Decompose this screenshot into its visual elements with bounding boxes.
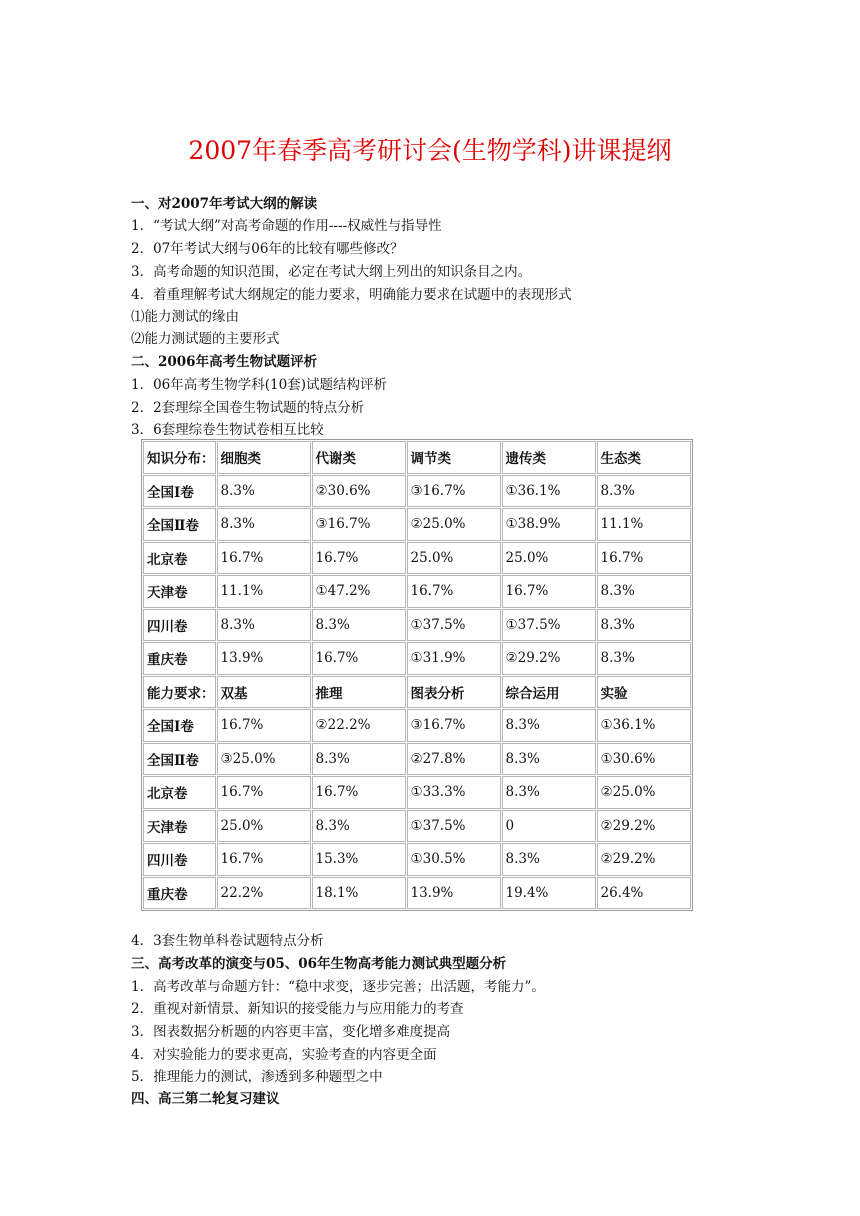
section-3-item: 2．重视对新情景、新知识的接受能力与应用能力的考查: [131, 1001, 464, 1017]
table-cell: ①30.6%: [597, 743, 691, 776]
table-cell: ①37.5%: [407, 609, 501, 642]
row-label-cell: 全国Ⅰ卷: [143, 709, 216, 742]
table-cell: 8.3%: [312, 810, 406, 843]
table-row: [143, 542, 691, 575]
section-3-item: 4．对实验能力的要求更高，实验考查的内容更全面: [131, 1047, 437, 1063]
table-row: [143, 709, 691, 742]
section-1-item: 3．高考命题的知识范围，必定在考试大纲上列出的知识条目之内。: [131, 264, 532, 280]
table-cell: ②27.8%: [407, 743, 501, 776]
table-cell: 16.7%: [312, 642, 406, 675]
table-cell: ①37.5%: [407, 810, 501, 843]
table-cell: 16.7%: [217, 776, 311, 809]
table-cell: 26.4%: [597, 877, 691, 910]
section-2-item: 2．2套理综全国卷生物试题的特点分析: [131, 400, 365, 416]
section-1-heading: 一、对2007年考试大纲的解读: [131, 196, 318, 212]
section-4-heading: 四、高三第二轮复习建议: [131, 1091, 280, 1107]
row-label-cell: 重庆卷: [143, 877, 216, 910]
table-cell: 16.7%: [217, 542, 311, 575]
column-header-cell: 细胞类: [217, 441, 311, 474]
column-header-cell: 综合运用: [502, 676, 596, 709]
table-row: [143, 508, 691, 541]
table-cell: 16.7%: [407, 575, 501, 608]
table-row: [143, 810, 691, 843]
table-row: [143, 676, 691, 709]
table-cell: ③16.7%: [407, 709, 501, 742]
table-row: [143, 609, 691, 642]
row-label-cell: 重庆卷: [143, 642, 216, 675]
table-cell: ①33.3%: [407, 776, 501, 809]
table-cell: 11.1%: [217, 575, 311, 608]
table-row: [143, 441, 691, 474]
table-cell: 25.0%: [217, 810, 311, 843]
row-label-cell: 四川卷: [143, 609, 216, 642]
row-label-cell: 天津卷: [143, 810, 216, 843]
table-cell: 25.0%: [502, 542, 596, 575]
row-label-cell: 能力要求：: [143, 676, 216, 709]
table-cell: ②29.2%: [502, 642, 596, 675]
table-cell: ②22.2%: [312, 709, 406, 742]
row-label-cell: 天津卷: [143, 575, 216, 608]
section-1-item: 1．“考试大纲”对高考命题的作用----权威性与指导性: [131, 218, 442, 234]
column-header-cell: 遗传类: [502, 441, 596, 474]
row-label-cell: 全国Ⅰ卷: [143, 475, 216, 508]
table-cell: 8.3%: [502, 743, 596, 776]
table-cell: ③16.7%: [407, 475, 501, 508]
column-header-cell: 图表分析: [407, 676, 501, 709]
column-header-cell: 调节类: [407, 441, 501, 474]
column-header-cell: 实验: [597, 676, 691, 709]
row-label-cell: 知识分布：: [143, 441, 216, 474]
table-cell: 22.2%: [217, 877, 311, 910]
table-cell: 8.3%: [217, 508, 311, 541]
section-1-subitem: ⑴能力测试的缘由: [131, 309, 239, 325]
table-row: [143, 475, 691, 508]
table-cell: 8.3%: [597, 475, 691, 508]
table-cell: 0: [502, 810, 596, 843]
table-cell: 16.7%: [597, 542, 691, 575]
table-cell: 18.1%: [312, 877, 406, 910]
row-label-cell: 全国Ⅱ卷: [143, 743, 216, 776]
table-cell: ②30.6%: [312, 475, 406, 508]
table-cell: 13.9%: [407, 877, 501, 910]
table-cell: 11.1%: [597, 508, 691, 541]
table-cell: 8.3%: [502, 709, 596, 742]
section-2-heading: 二、2006年高考生物试题评析: [131, 354, 318, 370]
table-row: [143, 575, 691, 608]
table-cell: ①31.9%: [407, 642, 501, 675]
table-cell: ①38.9%: [502, 508, 596, 541]
table-cell: ①47.2%: [312, 575, 406, 608]
table-cell: ③16.7%: [312, 508, 406, 541]
table-cell: ③25.0%: [217, 743, 311, 776]
table-cell: 16.7%: [312, 776, 406, 809]
table-cell: ②29.2%: [597, 810, 691, 843]
section-1-item: 2．07年考试大纲与06年的比较有哪些修改？: [131, 241, 404, 257]
table-cell: ①30.5%: [407, 843, 501, 876]
section-2-item: 1．06年高考生物学科(10套)试题结构评析: [131, 377, 387, 393]
table-cell: 8.3%: [502, 843, 596, 876]
table-cell: 8.3%: [597, 642, 691, 675]
section-3-heading: 三、高考改革的演变与05、06年生物高考能力测试典型题分析: [131, 956, 507, 972]
section-1-subitem: ⑵能力测试题的主要形式: [131, 331, 280, 347]
table-cell: ①37.5%: [502, 609, 596, 642]
column-header-cell: 代谢类: [312, 441, 406, 474]
section-3-item: 3．图表数据分析题的内容更丰富，变化增多难度提高: [131, 1024, 451, 1040]
table-cell: 8.3%: [312, 743, 406, 776]
table-cell: 8.3%: [502, 776, 596, 809]
section-1-item: 4．着重理解考试大纲规定的能力要求，明确能力要求在试题中的表现形式: [131, 287, 572, 303]
table-cell: 8.3%: [312, 609, 406, 642]
table-cell: 8.3%: [597, 609, 691, 642]
table-cell: 15.3%: [312, 843, 406, 876]
table-cell: ②25.0%: [407, 508, 501, 541]
table-cell: 8.3%: [217, 609, 311, 642]
column-header-cell: 生态类: [597, 441, 691, 474]
column-header-cell: 推理: [312, 676, 406, 709]
row-label-cell: 北京卷: [143, 776, 216, 809]
table-cell: ①36.1%: [502, 475, 596, 508]
table-row: [143, 877, 691, 910]
table-cell: ②25.0%: [597, 776, 691, 809]
row-label-cell: 四川卷: [143, 843, 216, 876]
table-row: [143, 776, 691, 809]
document-title: 2007年春季高考研讨会(生物学科)讲课提纲: [188, 136, 672, 165]
table-cell: 8.3%: [597, 575, 691, 608]
table-cell: 25.0%: [407, 542, 501, 575]
table-cell: ②29.2%: [597, 843, 691, 876]
table-row: [143, 843, 691, 876]
table-row: [143, 642, 691, 675]
table-row: [143, 743, 691, 776]
table-cell: 8.3%: [217, 475, 311, 508]
section-3-item: 1．高考改革与命题方针：“稳中求变，逐步完善；出活题，考能力”。: [131, 979, 545, 995]
table-cell: 13.9%: [217, 642, 311, 675]
row-label-cell: 北京卷: [143, 542, 216, 575]
comparison-table: [141, 439, 693, 911]
section-3-item: 5．推理能力的测试，渗透到多种题型之中: [131, 1069, 383, 1085]
table-cell: 16.7%: [312, 542, 406, 575]
table-cell: 16.7%: [217, 709, 311, 742]
table-cell: 16.7%: [502, 575, 596, 608]
row-label-cell: 全国Ⅱ卷: [143, 508, 216, 541]
table-cell: 16.7%: [217, 843, 311, 876]
table-cell: ①36.1%: [597, 709, 691, 742]
table-cell: 19.4%: [502, 877, 596, 910]
column-header-cell: 双基: [217, 676, 311, 709]
section-2-item: 4．3套生物单科卷试题特点分析: [131, 933, 324, 949]
section-2-item: 3．6套理综卷生物试卷相互比较: [131, 422, 324, 438]
